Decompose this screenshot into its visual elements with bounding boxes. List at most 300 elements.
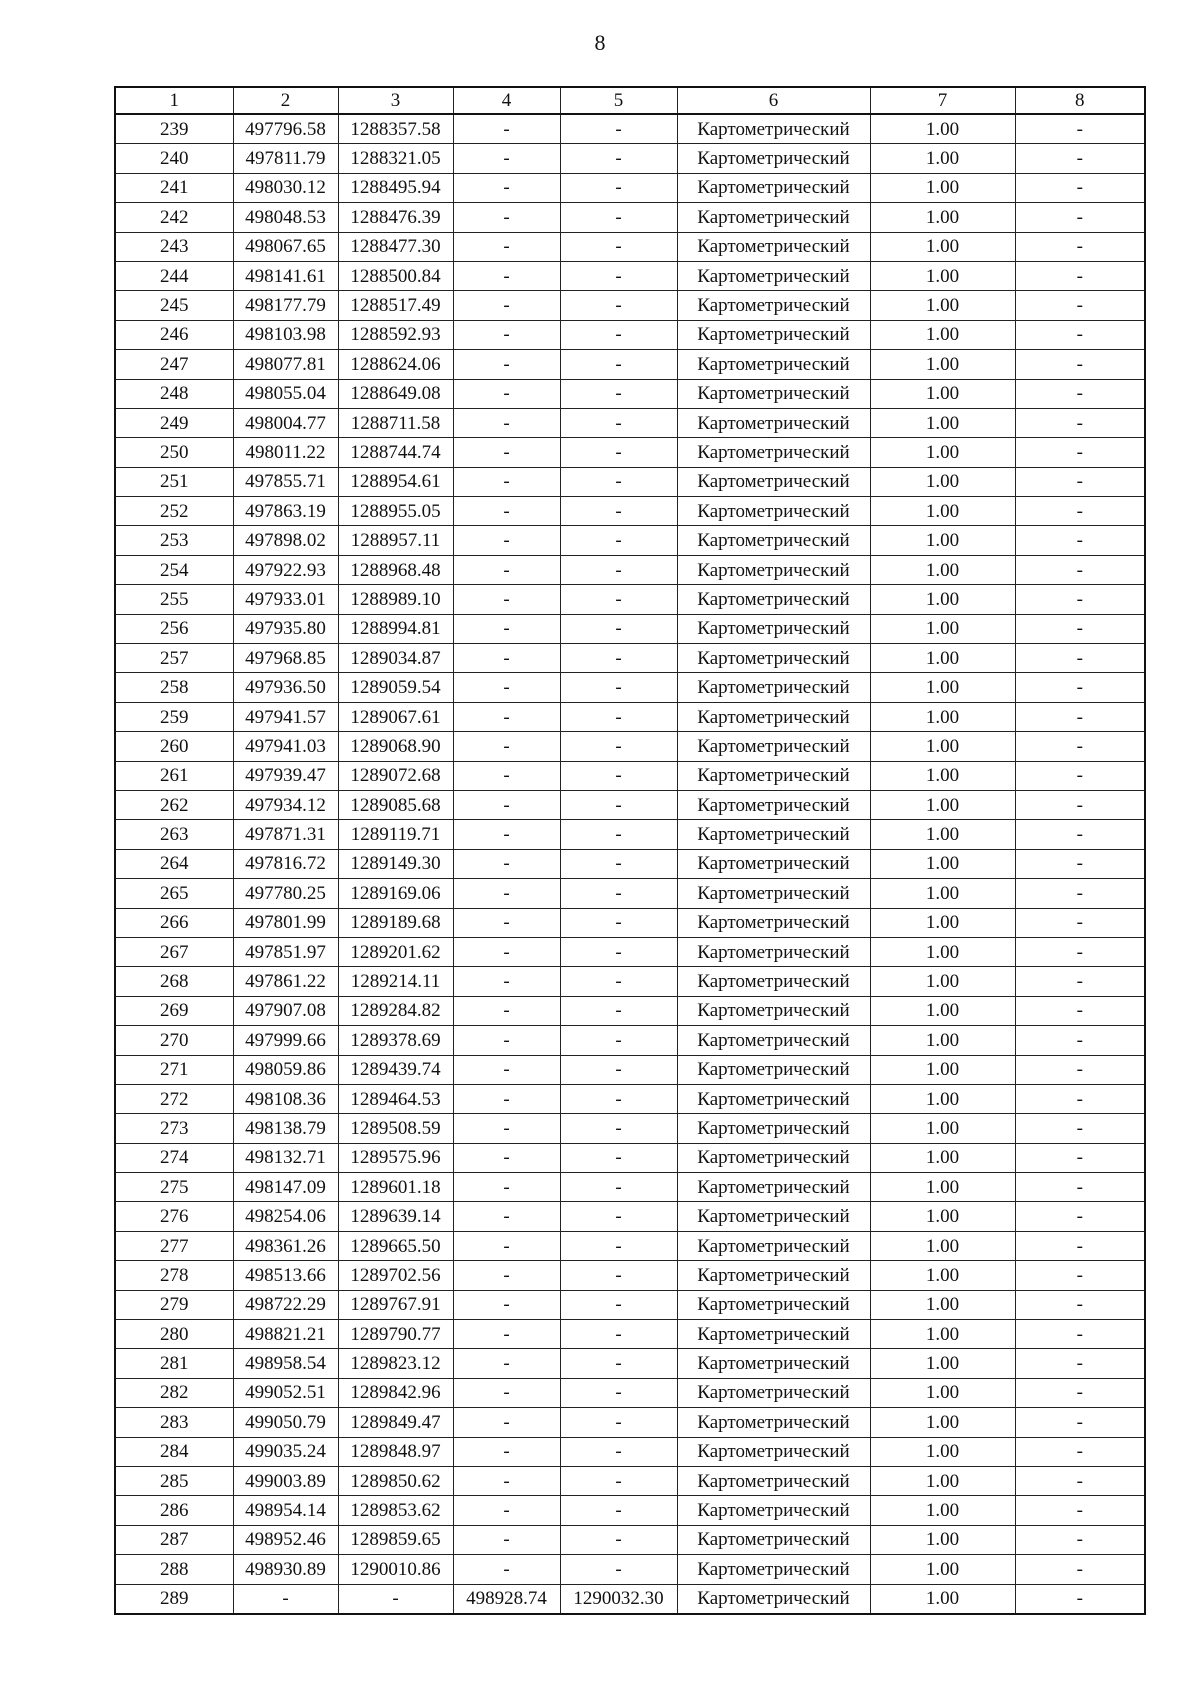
- method-cell: Картометрический: [677, 497, 870, 526]
- x-coordinate-cell: 497871.31: [233, 820, 338, 849]
- note-cell: -: [1015, 1173, 1145, 1202]
- x-new-cell: -: [453, 1261, 560, 1290]
- method-cell: Картометрический: [677, 673, 870, 702]
- x-new-cell: -: [453, 232, 560, 261]
- y-new-cell: -: [560, 438, 677, 467]
- x-new-cell: -: [453, 526, 560, 555]
- point-number-cell: 244: [115, 261, 233, 290]
- y-new-cell: -: [560, 232, 677, 261]
- x-coordinate-cell: 498177.79: [233, 291, 338, 320]
- y-coordinate-cell: 1289034.87: [338, 644, 453, 673]
- y-new-cell: -: [560, 1290, 677, 1319]
- note-cell: -: [1015, 1496, 1145, 1525]
- y-new-cell: -: [560, 261, 677, 290]
- table-row: [115, 908, 1145, 937]
- x-coordinate-cell: 497939.47: [233, 761, 338, 790]
- y-new-cell: -: [560, 614, 677, 643]
- x-new-cell: -: [453, 879, 560, 908]
- x-coordinate-cell: 497999.66: [233, 1026, 338, 1055]
- point-number-cell: 270: [115, 1026, 233, 1055]
- y-coordinate-cell: 1289067.61: [338, 702, 453, 731]
- y-new-cell: -: [560, 291, 677, 320]
- method-cell: Картометрический: [677, 114, 870, 144]
- x-coordinate-cell: 497863.19: [233, 497, 338, 526]
- y-coordinate-cell: 1289823.12: [338, 1349, 453, 1378]
- x-new-cell: -: [453, 467, 560, 496]
- y-new-cell: -: [560, 1437, 677, 1466]
- note-cell: -: [1015, 908, 1145, 937]
- y-new-cell: 1290032.30: [560, 1584, 677, 1614]
- x-new-cell: -: [453, 379, 560, 408]
- note-cell: -: [1015, 937, 1145, 966]
- y-coordinate-cell: 1288624.06: [338, 350, 453, 379]
- accuracy-cell: 1.00: [870, 1320, 1015, 1349]
- accuracy-cell: 1.00: [870, 1437, 1015, 1466]
- y-coordinate-cell: 1289284.82: [338, 996, 453, 1025]
- x-new-cell: -: [453, 1555, 560, 1584]
- point-number-cell: 274: [115, 1143, 233, 1172]
- y-new-cell: -: [560, 761, 677, 790]
- note-cell: -: [1015, 320, 1145, 349]
- note-cell: -: [1015, 1466, 1145, 1495]
- x-coordinate-cell: 497922.93: [233, 555, 338, 584]
- point-number-cell: 265: [115, 879, 233, 908]
- table-row: [115, 644, 1145, 673]
- table-row: [115, 173, 1145, 202]
- y-coordinate-cell: 1289464.53: [338, 1084, 453, 1113]
- table-row: [115, 438, 1145, 467]
- point-number-cell: 268: [115, 967, 233, 996]
- x-coordinate-cell: 498055.04: [233, 379, 338, 408]
- y-coordinate-cell: 1288957.11: [338, 526, 453, 555]
- point-number-cell: 241: [115, 173, 233, 202]
- note-cell: -: [1015, 1143, 1145, 1172]
- method-cell: Картометрический: [677, 585, 870, 614]
- accuracy-cell: 1.00: [870, 673, 1015, 702]
- note-cell: -: [1015, 1231, 1145, 1260]
- y-coordinate-cell: 1288954.61: [338, 467, 453, 496]
- x-coordinate-cell: 497796.58: [233, 114, 338, 144]
- note-cell: -: [1015, 291, 1145, 320]
- x-new-cell: -: [453, 1026, 560, 1055]
- table-row: [115, 1437, 1145, 1466]
- method-cell: Картометрический: [677, 1114, 870, 1143]
- point-number-cell: 269: [115, 996, 233, 1025]
- point-number-cell: 266: [115, 908, 233, 937]
- x-new-cell: -: [453, 585, 560, 614]
- point-number-cell: 287: [115, 1525, 233, 1554]
- y-new-cell: -: [560, 1055, 677, 1084]
- y-coordinate-cell: 1289189.68: [338, 908, 453, 937]
- point-number-cell: 239: [115, 114, 233, 144]
- note-cell: -: [1015, 996, 1145, 1025]
- table-row: [115, 761, 1145, 790]
- point-number-cell: 256: [115, 614, 233, 643]
- x-coordinate-cell: 497941.57: [233, 702, 338, 731]
- x-new-cell: -: [453, 144, 560, 173]
- point-number-cell: 276: [115, 1202, 233, 1231]
- method-cell: Картометрический: [677, 1437, 870, 1466]
- method-cell: Картометрический: [677, 320, 870, 349]
- y-new-cell: -: [560, 908, 677, 937]
- y-coordinate-cell: 1289119.71: [338, 820, 453, 849]
- method-cell: Картометрический: [677, 526, 870, 555]
- accuracy-cell: 1.00: [870, 1290, 1015, 1319]
- x-coordinate-cell: 498108.36: [233, 1084, 338, 1113]
- method-cell: Картометрический: [677, 144, 870, 173]
- accuracy-cell: 1.00: [870, 1584, 1015, 1614]
- table-row: [115, 1555, 1145, 1584]
- point-number-cell: 289: [115, 1584, 233, 1614]
- y-coordinate-cell: 1289201.62: [338, 937, 453, 966]
- note-cell: -: [1015, 1408, 1145, 1437]
- y-coordinate-cell: 1289059.54: [338, 673, 453, 702]
- y-new-cell: -: [560, 526, 677, 555]
- table-row: [115, 614, 1145, 643]
- table-row: [115, 585, 1145, 614]
- accuracy-cell: 1.00: [870, 790, 1015, 819]
- note-cell: -: [1015, 438, 1145, 467]
- x-coordinate-cell: 498254.06: [233, 1202, 338, 1231]
- table-row: [115, 261, 1145, 290]
- point-number-cell: 288: [115, 1555, 233, 1584]
- accuracy-cell: 1.00: [870, 261, 1015, 290]
- y-new-cell: -: [560, 790, 677, 819]
- y-new-cell: -: [560, 114, 677, 144]
- point-number-cell: 281: [115, 1349, 233, 1378]
- accuracy-cell: 1.00: [870, 350, 1015, 379]
- method-cell: Картометрический: [677, 761, 870, 790]
- accuracy-cell: 1.00: [870, 702, 1015, 731]
- note-cell: -: [1015, 1555, 1145, 1584]
- y-new-cell: -: [560, 1408, 677, 1437]
- y-new-cell: -: [560, 555, 677, 584]
- x-coordinate-cell: 498361.26: [233, 1231, 338, 1260]
- method-cell: Картометрический: [677, 1584, 870, 1614]
- table-row: [115, 1261, 1145, 1290]
- point-number-cell: 273: [115, 1114, 233, 1143]
- note-cell: -: [1015, 1378, 1145, 1407]
- method-cell: Картометрический: [677, 1290, 870, 1319]
- y-new-cell: -: [560, 379, 677, 408]
- point-number-cell: 283: [115, 1408, 233, 1437]
- x-new-cell: -: [453, 173, 560, 202]
- y-new-cell: -: [560, 1114, 677, 1143]
- y-new-cell: -: [560, 203, 677, 232]
- y-coordinate-cell: 1288994.81: [338, 614, 453, 643]
- table-row: [115, 1320, 1145, 1349]
- x-new-cell: -: [453, 732, 560, 761]
- x-new-cell: -: [453, 1378, 560, 1407]
- point-number-cell: 261: [115, 761, 233, 790]
- point-number-cell: 263: [115, 820, 233, 849]
- x-new-cell: -: [453, 1173, 560, 1202]
- accuracy-cell: 1.00: [870, 644, 1015, 673]
- method-cell: Картометрический: [677, 1496, 870, 1525]
- note-cell: -: [1015, 261, 1145, 290]
- y-new-cell: -: [560, 497, 677, 526]
- y-new-cell: -: [560, 644, 677, 673]
- x-coordinate-cell: 497935.80: [233, 614, 338, 643]
- table-row: [115, 232, 1145, 261]
- x-new-cell: -: [453, 614, 560, 643]
- point-number-cell: 285: [115, 1466, 233, 1495]
- x-coordinate-cell: 497933.01: [233, 585, 338, 614]
- y-new-cell: -: [560, 1261, 677, 1290]
- x-new-cell: -: [453, 1320, 560, 1349]
- note-cell: -: [1015, 144, 1145, 173]
- accuracy-cell: 1.00: [870, 908, 1015, 937]
- table-header-row: [115, 87, 1145, 114]
- y-coordinate-cell: 1289702.56: [338, 1261, 453, 1290]
- table-row: [115, 350, 1145, 379]
- accuracy-cell: 1.00: [870, 1084, 1015, 1113]
- table-row: [115, 1290, 1145, 1319]
- table-row: [115, 1378, 1145, 1407]
- y-coordinate-cell: 1289850.62: [338, 1466, 453, 1495]
- point-number-cell: 253: [115, 526, 233, 555]
- x-new-cell: -: [453, 849, 560, 878]
- method-cell: Картометрический: [677, 555, 870, 584]
- point-number-cell: 284: [115, 1437, 233, 1466]
- note-cell: -: [1015, 732, 1145, 761]
- y-new-cell: -: [560, 1525, 677, 1554]
- x-new-cell: -: [453, 320, 560, 349]
- point-number-cell: 264: [115, 849, 233, 878]
- x-coordinate-cell: 499050.79: [233, 1408, 338, 1437]
- y-coordinate-cell: 1289859.65: [338, 1525, 453, 1554]
- x-coordinate-cell: 497907.08: [233, 996, 338, 1025]
- note-cell: -: [1015, 702, 1145, 731]
- x-new-cell: -: [453, 1231, 560, 1260]
- y-coordinate-cell: 1289842.96: [338, 1378, 453, 1407]
- point-number-cell: 286: [115, 1496, 233, 1525]
- accuracy-cell: 1.00: [870, 320, 1015, 349]
- x-coordinate-cell: 498048.53: [233, 203, 338, 232]
- table-row: [115, 1055, 1145, 1084]
- accuracy-cell: 1.00: [870, 585, 1015, 614]
- y-new-cell: -: [560, 144, 677, 173]
- table-body: [115, 114, 1145, 1614]
- column-header: 7: [870, 87, 1015, 114]
- accuracy-cell: 1.00: [870, 232, 1015, 261]
- table-row: [115, 1143, 1145, 1172]
- point-number-cell: 262: [115, 790, 233, 819]
- point-number-cell: 277: [115, 1231, 233, 1260]
- y-coordinate-cell: 1289665.50: [338, 1231, 453, 1260]
- accuracy-cell: 1.00: [870, 467, 1015, 496]
- y-coordinate-cell: 1288711.58: [338, 408, 453, 437]
- table-row: [115, 497, 1145, 526]
- x-new-cell: -: [453, 438, 560, 467]
- x-new-cell: -: [453, 261, 560, 290]
- x-coordinate-cell: 498004.77: [233, 408, 338, 437]
- y-coordinate-cell: 1289149.30: [338, 849, 453, 878]
- accuracy-cell: 1.00: [870, 203, 1015, 232]
- method-cell: Картометрический: [677, 1320, 870, 1349]
- note-cell: -: [1015, 1584, 1145, 1614]
- method-cell: Картометрический: [677, 232, 870, 261]
- accuracy-cell: 1.00: [870, 1525, 1015, 1554]
- point-number-cell: 271: [115, 1055, 233, 1084]
- table-row: [115, 203, 1145, 232]
- accuracy-cell: 1.00: [870, 996, 1015, 1025]
- accuracy-cell: 1.00: [870, 1026, 1015, 1055]
- x-coordinate-cell: 497861.22: [233, 967, 338, 996]
- y-coordinate-cell: 1289214.11: [338, 967, 453, 996]
- x-new-cell: -: [453, 203, 560, 232]
- method-cell: Картометрический: [677, 438, 870, 467]
- y-new-cell: -: [560, 702, 677, 731]
- point-number-cell: 246: [115, 320, 233, 349]
- x-coordinate-cell: 499052.51: [233, 1378, 338, 1407]
- point-number-cell: 258: [115, 673, 233, 702]
- accuracy-cell: 1.00: [870, 820, 1015, 849]
- method-cell: Картометрический: [677, 879, 870, 908]
- accuracy-cell: 1.00: [870, 1202, 1015, 1231]
- accuracy-cell: 1.00: [870, 114, 1015, 144]
- method-cell: Картометрический: [677, 1231, 870, 1260]
- note-cell: -: [1015, 408, 1145, 437]
- point-number-cell: 282: [115, 1378, 233, 1407]
- note-cell: -: [1015, 849, 1145, 878]
- y-new-cell: -: [560, 1084, 677, 1113]
- x-new-cell: -: [453, 408, 560, 437]
- table-row: [115, 114, 1145, 144]
- y-coordinate-cell: 1288476.39: [338, 203, 453, 232]
- method-cell: Картометрический: [677, 261, 870, 290]
- accuracy-cell: 1.00: [870, 291, 1015, 320]
- accuracy-cell: 1.00: [870, 1173, 1015, 1202]
- table-row: [115, 1202, 1145, 1231]
- accuracy-cell: 1.00: [870, 555, 1015, 584]
- table-row: [115, 820, 1145, 849]
- method-cell: Картометрический: [677, 379, 870, 408]
- y-new-cell: -: [560, 173, 677, 202]
- method-cell: Картометрический: [677, 967, 870, 996]
- accuracy-cell: 1.00: [870, 1555, 1015, 1584]
- y-new-cell: -: [560, 849, 677, 878]
- method-cell: Картометрический: [677, 408, 870, 437]
- accuracy-cell: 1.00: [870, 1496, 1015, 1525]
- method-cell: Картометрический: [677, 702, 870, 731]
- accuracy-cell: 1.00: [870, 1378, 1015, 1407]
- table-row: [115, 555, 1145, 584]
- x-coordinate-cell: 497968.85: [233, 644, 338, 673]
- point-number-cell: 247: [115, 350, 233, 379]
- method-cell: Картометрический: [677, 1408, 870, 1437]
- method-cell: Картометрический: [677, 1055, 870, 1084]
- method-cell: Картометрический: [677, 1261, 870, 1290]
- y-new-cell: -: [560, 350, 677, 379]
- y-coordinate-cell: 1288968.48: [338, 555, 453, 584]
- note-cell: -: [1015, 203, 1145, 232]
- x-new-cell: -: [453, 761, 560, 790]
- table-row: [115, 1231, 1145, 1260]
- note-cell: -: [1015, 790, 1145, 819]
- method-cell: Картометрический: [677, 908, 870, 937]
- method-cell: Картометрический: [677, 1202, 870, 1231]
- y-new-cell: -: [560, 820, 677, 849]
- note-cell: -: [1015, 555, 1145, 584]
- accuracy-cell: 1.00: [870, 614, 1015, 643]
- accuracy-cell: 1.00: [870, 1466, 1015, 1495]
- y-coordinate-cell: 1289790.77: [338, 1320, 453, 1349]
- table-row: [115, 1496, 1145, 1525]
- method-cell: Картометрический: [677, 790, 870, 819]
- y-coordinate-cell: 1288495.94: [338, 173, 453, 202]
- accuracy-cell: 1.00: [870, 879, 1015, 908]
- method-cell: Картометрический: [677, 996, 870, 1025]
- x-new-cell: -: [453, 114, 560, 144]
- x-new-cell: -: [453, 1408, 560, 1437]
- note-cell: -: [1015, 1437, 1145, 1466]
- table-row: [115, 732, 1145, 761]
- x-coordinate-cell: 498011.22: [233, 438, 338, 467]
- x-coordinate-cell: 498954.14: [233, 1496, 338, 1525]
- y-coordinate-cell: 1289848.97: [338, 1437, 453, 1466]
- method-cell: Картометрический: [677, 1349, 870, 1378]
- table-row: [115, 526, 1145, 555]
- table-row: [115, 849, 1145, 878]
- x-new-cell: 498928.74: [453, 1584, 560, 1614]
- y-coordinate-cell: 1288357.58: [338, 114, 453, 144]
- note-cell: -: [1015, 497, 1145, 526]
- y-coordinate-cell: 1289068.90: [338, 732, 453, 761]
- note-cell: -: [1015, 1349, 1145, 1378]
- x-new-cell: -: [453, 937, 560, 966]
- accuracy-cell: 1.00: [870, 438, 1015, 467]
- x-coordinate-cell: -: [233, 1584, 338, 1614]
- x-new-cell: -: [453, 1349, 560, 1378]
- y-new-cell: -: [560, 1555, 677, 1584]
- y-new-cell: -: [560, 585, 677, 614]
- y-new-cell: -: [560, 1496, 677, 1525]
- point-number-cell: 250: [115, 438, 233, 467]
- y-new-cell: -: [560, 967, 677, 996]
- note-cell: -: [1015, 1114, 1145, 1143]
- y-new-cell: -: [560, 1026, 677, 1055]
- y-new-cell: -: [560, 732, 677, 761]
- method-cell: Картометрический: [677, 644, 870, 673]
- x-coordinate-cell: 498141.61: [233, 261, 338, 290]
- y-new-cell: -: [560, 320, 677, 349]
- accuracy-cell: 1.00: [870, 408, 1015, 437]
- y-new-cell: -: [560, 879, 677, 908]
- x-coordinate-cell: 498958.54: [233, 1349, 338, 1378]
- note-cell: -: [1015, 967, 1145, 996]
- accuracy-cell: 1.00: [870, 1114, 1015, 1143]
- point-number-cell: 254: [115, 555, 233, 584]
- x-new-cell: -: [453, 644, 560, 673]
- method-cell: Картометрический: [677, 291, 870, 320]
- method-cell: Картометрический: [677, 1466, 870, 1495]
- x-new-cell: -: [453, 1290, 560, 1319]
- note-cell: -: [1015, 644, 1145, 673]
- accuracy-cell: 1.00: [870, 1408, 1015, 1437]
- y-coordinate-cell: 1288500.84: [338, 261, 453, 290]
- y-coordinate-cell: 1289601.18: [338, 1173, 453, 1202]
- x-coordinate-cell: 497934.12: [233, 790, 338, 819]
- method-cell: Картометрический: [677, 467, 870, 496]
- y-coordinate-cell: 1289072.68: [338, 761, 453, 790]
- x-coordinate-cell: 499035.24: [233, 1437, 338, 1466]
- y-new-cell: -: [560, 996, 677, 1025]
- point-number-cell: 252: [115, 497, 233, 526]
- x-new-cell: -: [453, 908, 560, 937]
- x-new-cell: -: [453, 555, 560, 584]
- x-coordinate-cell: 498147.09: [233, 1173, 338, 1202]
